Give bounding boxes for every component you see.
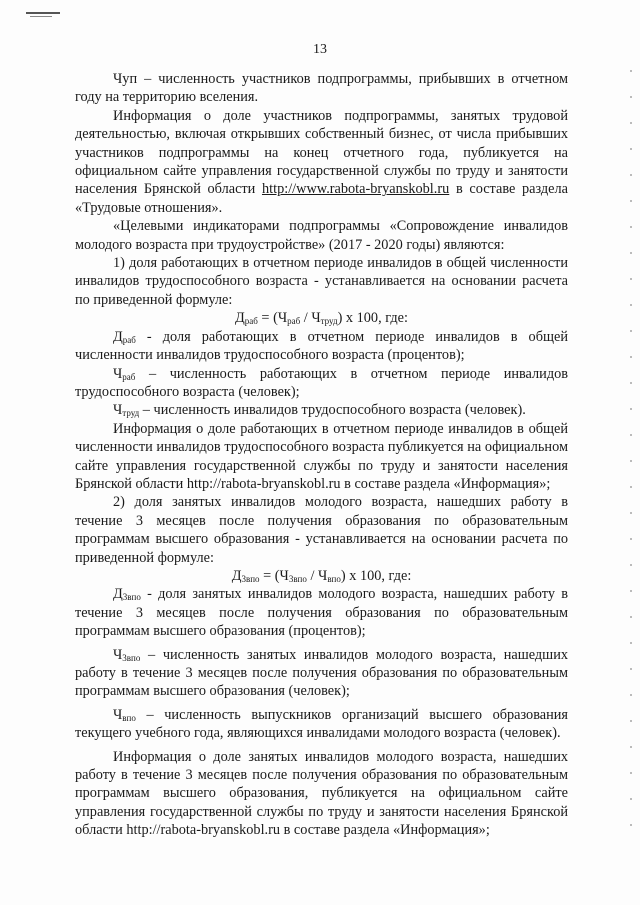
document-body: [75, 70, 568, 840]
paragraph: 1) доля работающих в отчетном периоде инвалидов в общей численности инвалидов трудоспособного возраста - устанавливается на основании расчета по приведенной формуле:: [75, 255, 568, 308]
scan-artifact: [26, 12, 60, 14]
page-number: 13: [313, 42, 327, 57]
formula: $Д_{3впо} = (Ч_{3впо} / Ч_{впо})$ х 100, где:: [231, 567, 412, 584]
paragraph: Информация о доле занятых инвалидов молодого возраста, нашедших работу в течение 3 месяцев после получения образования по образовательным программам высшего образования, публикуется на официальном сайте управления государственной службы по труду и занятости населения Брянской области http://rabota-bryanskobl.ru в составе раздела «Информация»;: [75, 748, 568, 839]
website-link[interactable]: http://www.rabota-bryanskobl.ru: [261, 181, 450, 198]
paragraph: Чуп – численность участников подпрограммы, прибывших в отчетном году на территорию вселения.: [75, 71, 568, 106]
definition: $Ч_{раб}$ – численность работающих в отчетном периоде инвалидов трудоспособного возраста (человек);: [75, 365, 568, 400]
definition: $Ч_{3впо}$ – численность занятых инвалидов молодого возраста, нашедших работу в течение 3 месяцев после получения образования по образовательным программам высшего образования (человек);: [75, 646, 568, 700]
paragraph: Информация о доле работающих в отчетном периоде инвалидов в общей численности инвалидов трудоспособного возраста публикуется на официальном сайте управления государственной службы по труду и занятости населения Брянской области http://rabota-bryanskobl.ru в составе раздела «Информация»;: [75, 420, 568, 492]
definition: $Ч_{труд}$ – численность инвалидов трудоспособного возраста (человек).: [113, 402, 526, 419]
definition: $Д_{3впо}$ - доля занятых инвалидов молодого возраста, нашедших работу в течение 3 месяцев после получения образования по образовательным программам высшего образования (процентов);: [75, 586, 568, 640]
definition: $Ч_{впо}$ – численность выпускников организаций высшего образования текущего учебного года, являющихся инвалидами молодого возраста (человек).: [75, 706, 568, 742]
definition: $Д_{раб}$ - доля работающих в отчетном периоде инвалидов в общей численности инвалидов трудоспособного возраста (процентов);: [75, 328, 568, 364]
scan-edge-artifact: [630, 70, 632, 850]
scan-artifact: [30, 16, 52, 17]
paragraph: 2) доля занятых инвалидов молодого возраста, нашедших работу в течение 3 месяцев после получения образования по образовательным программам высшего образования - устанавливается на основании расчета по приведенной формуле:: [75, 494, 568, 566]
paragraph: «Целевыми индикаторами подпрограммы «Сопровождение инвалидов молодого возраста при трудоустройстве» (2017 - 2020 годы) являются:: [75, 218, 568, 253]
paragraph: Информация о доле участников подпрограммы, занятых трудовой деятельностью, включая открывших собственный бизнес, от числа прибывших участников подпрограммы на конец отчетного года, публикуется на официальном сайте управления государственной службы по труду и занятости населения Брянской области http://www.rabota-bryanskobl.ru в составе раздела «Трудовые отношения».: [75, 107, 568, 216]
formula: $Д_{раб} = (Ч_{раб} / Ч_{труд})$ х 100, где:: [235, 310, 408, 327]
